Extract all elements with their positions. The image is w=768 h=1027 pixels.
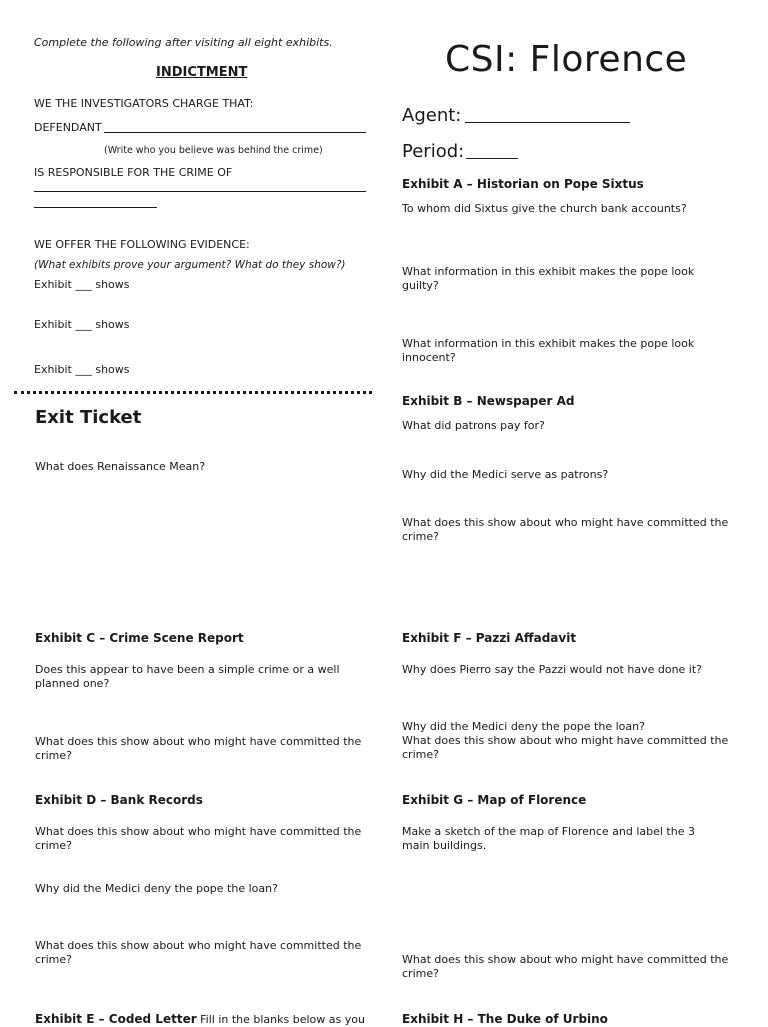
exhibit-d-question-1: What does this show about who might have committed the crime? bbox=[35, 825, 362, 852]
exhibit-line-3[interactable]: Exhibit ___ shows bbox=[34, 363, 130, 376]
exhibit-g-question-2: What does this show about who might have committed the crime? bbox=[402, 953, 729, 980]
exhibit-g-title: Exhibit G – Map of Florence bbox=[402, 793, 587, 807]
exhibit-h-title: Exhibit H – The Duke of Urbino bbox=[402, 1012, 608, 1026]
period-line[interactable] bbox=[466, 158, 518, 159]
exhibit-c-question-2: What does this show about who might have committed the crime? bbox=[35, 735, 362, 762]
agent-line[interactable] bbox=[465, 122, 630, 123]
defendant-line[interactable] bbox=[104, 132, 366, 133]
instructions: Complete the following after visiting all eight exhibits. bbox=[34, 36, 333, 49]
exhibit-line-2[interactable]: Exhibit ___ shows bbox=[34, 318, 130, 331]
exhibit-a-question-1: To whom did Sixtus give the church bank accounts? bbox=[402, 202, 687, 215]
exhibit-e bbox=[35, 1012, 365, 1027]
exhibit-b-question-2: Why did the Medici serve as patrons? bbox=[402, 468, 609, 481]
defendant-note: (Write who you believe was behind the crime) bbox=[104, 145, 323, 156]
charge-text: WE THE INVESTIGATORS CHARGE THAT: bbox=[34, 97, 254, 110]
exhibit-a-title: Exhibit A – Historian on Pope Sixtus bbox=[402, 177, 644, 191]
exhibit-d-question-3: What does this show about who might have committed the crime? bbox=[35, 939, 362, 966]
exit-ticket-question: What does Renaissance Mean? bbox=[35, 460, 206, 473]
evidence-text: WE OFFER THE FOLLOWING EVIDENCE: bbox=[34, 238, 250, 251]
exhibit-f-title: Exhibit F – Pazzi Affadavit bbox=[402, 631, 577, 645]
defendant-label: DEFENDANT bbox=[34, 121, 102, 134]
indictment-heading: INDICTMENT bbox=[156, 65, 248, 80]
exhibit-b-question-1: What did patrons pay for? bbox=[402, 419, 545, 432]
exhibit-e-note: Fill in the blanks below as you bbox=[200, 1013, 365, 1026]
evidence-note: (What exhibits prove your argument? What do they show?) bbox=[34, 259, 346, 271]
exhibit-c-title: Exhibit C – Crime Scene Report bbox=[35, 631, 244, 645]
exhibit-line-1[interactable]: Exhibit ___ shows bbox=[34, 278, 130, 291]
period-label: Period: bbox=[402, 141, 465, 162]
exhibit-f-question-3: What does this show about who might have committed the crime? bbox=[402, 734, 729, 761]
exhibit-e-title: Exhibit E – Coded Letter bbox=[35, 1012, 197, 1026]
cut-line bbox=[14, 391, 372, 394]
responsible-text: IS RESPONSIBLE FOR THE CRIME OF bbox=[34, 166, 233, 179]
exhibit-a-question-2: What information in this exhibit makes the pope look guilty? bbox=[402, 265, 695, 292]
exhibit-a-question-3: What information in this exhibit makes the pope look innocent? bbox=[402, 337, 695, 364]
agent-label: Agent: bbox=[402, 105, 462, 126]
page-title: CSI: Florence bbox=[445, 39, 688, 80]
exhibit-b-question-3: What does this show about who might have committed the crime? bbox=[402, 516, 729, 543]
exhibit-f-question-1: Why does Pierro say the Pazzi would not have done it? bbox=[402, 663, 703, 676]
exit-ticket-heading: Exit Ticket bbox=[35, 407, 142, 428]
exhibit-g-question-1: Make a sketch of the map of Florence and label the 3 main buildings. bbox=[402, 825, 695, 852]
exhibit-d-title: Exhibit D – Bank Records bbox=[35, 793, 203, 807]
exhibit-d-question-2: Why did the Medici deny the pope the loan? bbox=[35, 882, 278, 895]
exhibit-f-question-2: Why did the Medici deny the pope the loan? bbox=[402, 720, 645, 733]
exhibit-c-question-1: Does this appear to have been a simple crime or a well planned one? bbox=[35, 663, 340, 690]
crime-line-1[interactable] bbox=[34, 191, 366, 192]
crime-line-2[interactable] bbox=[34, 207, 157, 208]
exhibit-b-title: Exhibit B – Newspaper Ad bbox=[402, 394, 575, 408]
